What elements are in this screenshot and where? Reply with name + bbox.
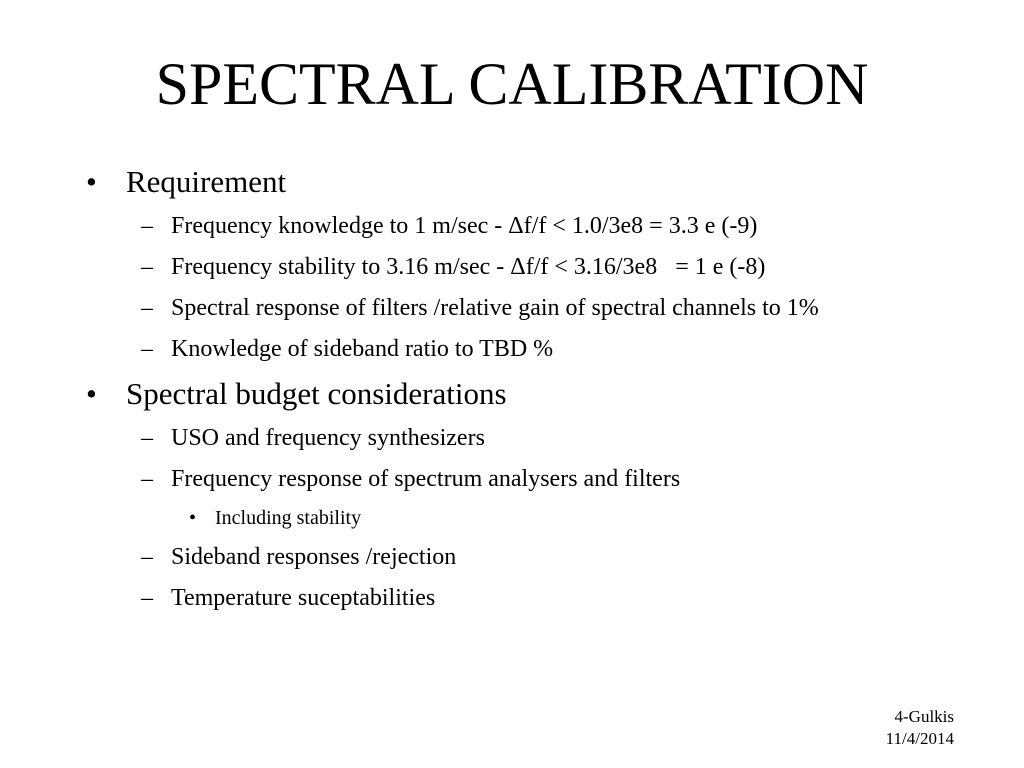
footer-author: 4-Gulkis: [894, 707, 954, 726]
sub-sub-bullet-text: Including stability: [215, 507, 362, 529]
dash-marker: –: [141, 213, 153, 239]
dash-marker: –: [141, 544, 153, 570]
footer-date: 11/4/2014: [885, 729, 954, 748]
sub-bullet-text: Frequency stability to 3.16 m/sec - Δf/f < 3.16/3e8 = 1 e (-8): [171, 254, 766, 280]
dash-marker: –: [141, 425, 153, 451]
dash-marker: –: [141, 336, 153, 362]
sub-bullet-text: Knowledge of sideband ratio to TBD %: [171, 336, 554, 362]
dash-marker: –: [141, 585, 153, 611]
sub-bullet-text: USO and frequency synthesizers: [171, 425, 485, 451]
dash-marker: –: [141, 295, 153, 321]
dash-marker: –: [141, 254, 153, 280]
slide-title: SPECTRAL CALIBRATION: [155, 51, 869, 117]
sub-bullet-text: Spectral response of filters /relative gain of spectral channels to 1%: [171, 295, 819, 321]
sub-bullet-text: Sideband responses /rejection: [171, 544, 457, 570]
sub-bullet-text: Temperature suceptabilities: [171, 585, 436, 611]
bullet-marker: •: [86, 376, 97, 411]
bullet-marker: •: [86, 164, 97, 199]
bullet-text: Requirement: [126, 164, 287, 199]
dash-marker: –: [141, 466, 153, 492]
bullet-marker: •: [189, 507, 197, 529]
bullet-text: Spectral budget considerations: [126, 376, 507, 411]
slide-footer: [886, 706, 954, 750]
sub-bullet-text: Frequency knowledge to 1 m/sec - Δf/f < 1.0/3e8 = 3.3 e (-9): [171, 213, 758, 239]
sub-bullet-text: Frequency response of spectrum analysers and filters: [171, 466, 681, 492]
